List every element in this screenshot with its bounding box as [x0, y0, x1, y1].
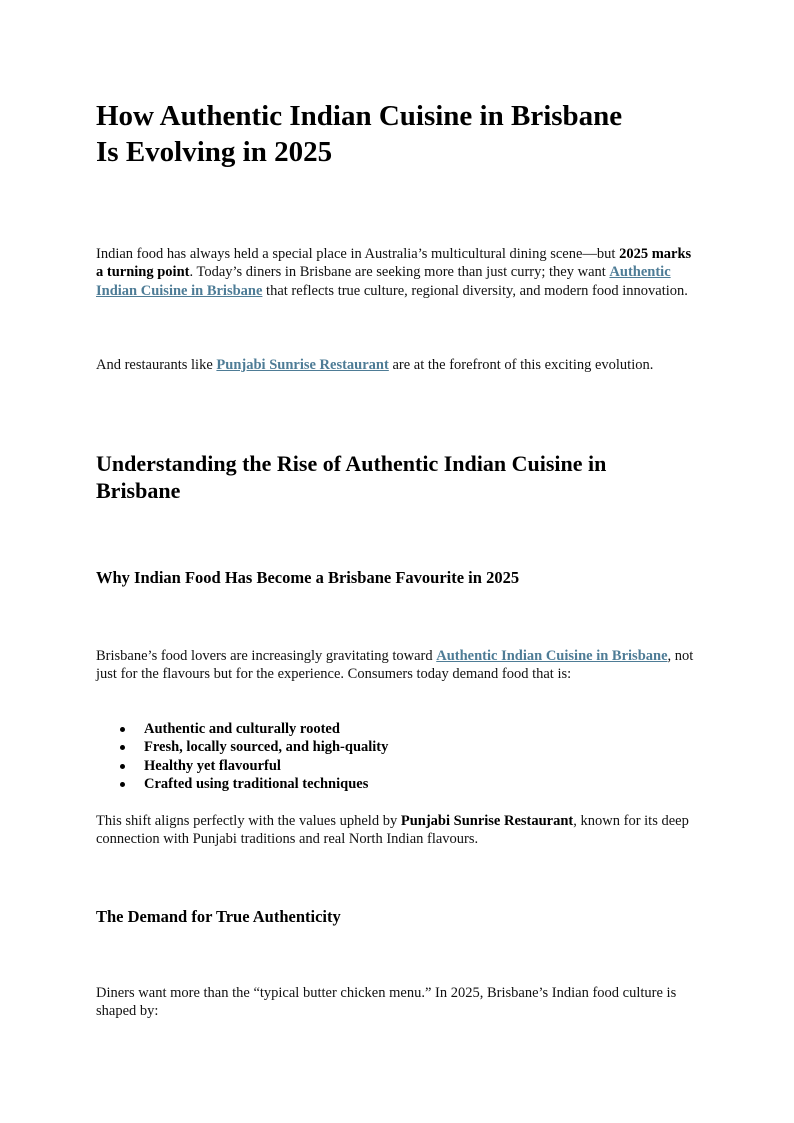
shift-bold-text: Punjabi Sunrise Restaurant — [400, 813, 574, 829]
authentic-cuisine-link-1[interactable]: Authentic Indian Cuisine in Brisbane — [96, 264, 671, 299]
shift-paragraph — [96, 812, 700, 849]
intro2-text-1: And restaurants like — [96, 357, 217, 373]
bullet-icon — [120, 782, 125, 787]
punjabi-sunrise-link[interactable]: Punjabi Sunrise Restaurant — [216, 357, 389, 373]
favourite-text-2: , not just for the flavours but for the experience. Consumers today demand food that is: — [96, 648, 694, 683]
shift-text-1: This shift aligns perfectly with the values upheld by — [96, 813, 401, 829]
intro-paragraph-2 — [96, 356, 700, 374]
list-item-text: Healthy yet flavourful — [144, 757, 281, 774]
intro-text-2: . Today’s diners in Brisbane are seeking more than just curry; they want — [189, 264, 610, 281]
list-item-text: Crafted using traditional techniques — [144, 775, 369, 792]
shift-text-2: , known for its deep connection with Punjabi traditions and real North Indian flavours. — [96, 813, 689, 848]
page-title — [96, 98, 700, 170]
bullet-icon — [120, 745, 125, 750]
list-item — [96, 738, 700, 756]
bullet-icon — [120, 764, 125, 769]
intro-text-3: that reflects true culture, regional diversity, and modern food innovation. — [262, 282, 688, 299]
section-heading-line-1: Understanding the Rise of Authentic Indian Cuisine in — [96, 451, 607, 476]
list-item-text: Authentic and culturally rooted — [144, 721, 340, 737]
list-item — [96, 757, 700, 775]
section-heading-rise — [96, 450, 700, 504]
subheading-authenticity: The Demand for True Authenticity — [96, 907, 341, 926]
demand-bullet-list — [96, 720, 700, 793]
intro2-text-2: are at the forefront of this exciting evolution. — [388, 357, 654, 373]
title-line-1: How Authentic Indian Cuisine in Brisbane — [96, 100, 623, 132]
favourite-text-1: Brisbane’s food lovers are increasingly gravitating toward — [96, 648, 437, 664]
favourite-paragraph — [96, 647, 700, 684]
bullet-icon — [120, 727, 125, 732]
authentic-cuisine-link-2[interactable]: Authentic Indian Cuisine in Brisbane — [436, 648, 668, 664]
intro-bold-text: 2025 marks a turning point — [96, 246, 692, 281]
section-heading-line-2: Brisbane — [96, 478, 181, 503]
authenticity-paragraph: Diners want more than the “typical butter chicken menu.” In 2025, Brisbane’s Indian food culture is shaped by: — [96, 985, 677, 1020]
list-item — [96, 720, 700, 738]
list-item — [96, 775, 700, 793]
title-line-2: Is Evolving in 2025 — [96, 136, 333, 168]
intro-paragraph — [96, 245, 700, 300]
intro-text-1: Indian food has always held a special place in Australia’s multicultural dining scene—but — [96, 246, 620, 262]
list-item-text: Fresh, locally sourced, and high-quality — [144, 739, 389, 756]
subheading-favourite: Why Indian Food Has Become a Brisbane Favourite in 2025 — [96, 568, 520, 587]
